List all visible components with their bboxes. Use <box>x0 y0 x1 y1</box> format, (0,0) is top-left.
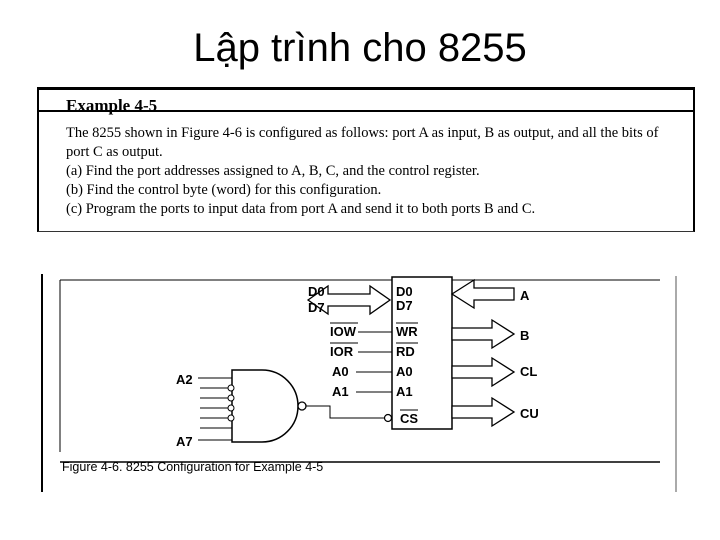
example-text <box>66 124 689 219</box>
cs-wire <box>306 406 386 418</box>
example-line: (c) Program the ports to input data from port A and send it to both ports B and C. <box>66 201 536 217</box>
port-cu-label: CU <box>520 406 539 421</box>
bus-label-d0: D0 <box>308 284 325 299</box>
port-cu-arrow <box>452 398 514 426</box>
example-line: (b) Find the control byte (word) for this configuration. <box>66 182 382 198</box>
nand-bubble <box>298 402 306 410</box>
chip-pin-a1: A1 <box>396 384 413 399</box>
chip-pin-wr: WR <box>396 324 418 339</box>
port-cl-arrow <box>452 358 514 386</box>
bus-label-ior: IOR <box>330 344 354 359</box>
chip-pin-rd: RD <box>396 344 415 359</box>
chip-pin-d7: D7 <box>396 298 413 313</box>
example-line: The 8255 shown in Figure 4-6 is configured as follows: port A as input, B as output, and all the bits of <box>66 125 659 141</box>
gate-input-a2: A2 <box>176 372 193 387</box>
slide-title: Lập trình cho 8255 <box>193 26 527 70</box>
port-a-label: A <box>520 288 530 303</box>
cs-bubble <box>385 415 392 422</box>
chip-pin-cs: CS <box>400 411 419 426</box>
gate-input-lines <box>198 378 234 440</box>
bus-label-iow: IOW <box>330 324 356 339</box>
port-cl-label: CL <box>520 364 538 379</box>
chip-pin-a0: A0 <box>396 364 413 379</box>
nand-gate <box>232 370 298 442</box>
gate-input-a7: A7 <box>176 434 193 449</box>
port-a-arrow <box>452 280 514 308</box>
port-b-arrow <box>452 320 514 348</box>
bus-label-a1: A1 <box>332 384 349 399</box>
port-b-label: B <box>520 328 530 343</box>
example-box <box>37 87 695 232</box>
example-line: port C as output. <box>66 144 163 160</box>
figure-caption: Figure 4-6. 8255 Configuration for Example 4-5 <box>62 460 324 474</box>
example-heading: Example 4-5 <box>66 96 158 115</box>
bus-label-a0: A0 <box>332 364 349 379</box>
bus-label-d7: D7 <box>308 300 325 315</box>
example-line: (a) Find the port addresses assigned to A, B, C, and the control register. <box>66 163 480 179</box>
chip-pin-d0: D0 <box>396 284 413 299</box>
